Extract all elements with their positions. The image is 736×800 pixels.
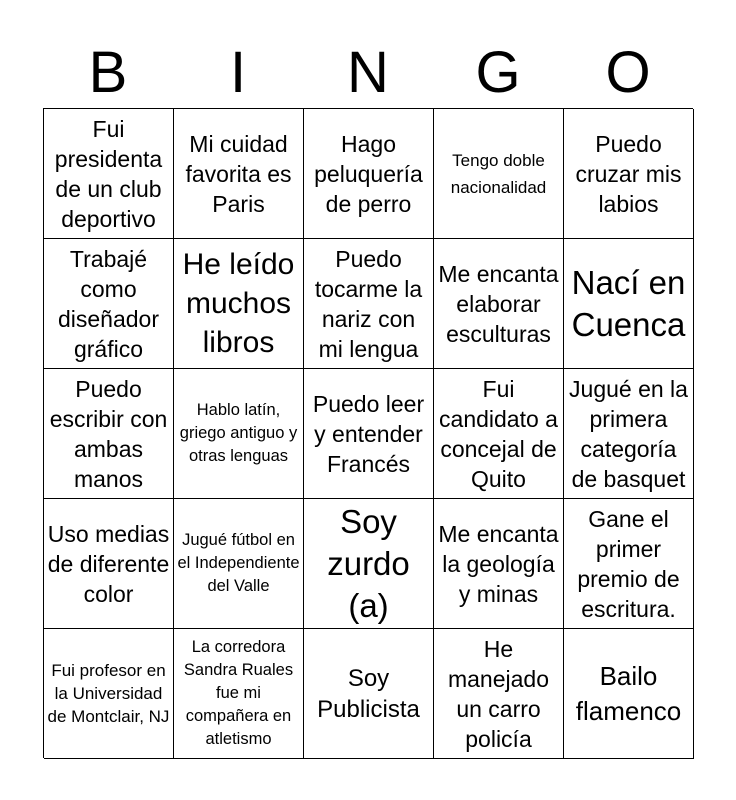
bingo-cell[interactable] [304, 109, 434, 239]
cell-text: Jugué fútbol en el Independiente del Valle [177, 531, 300, 595]
cell-text: Trabajé como diseñador gráfico [57, 245, 160, 362]
cell-text: Hago peluquería de perro [314, 130, 423, 217]
cell-text: Gane el primer premio de escritura. [577, 505, 680, 622]
cell-text: Uso medias de diferente color [47, 520, 170, 607]
bingo-cell[interactable] [434, 109, 564, 239]
bingo-cell[interactable] [44, 369, 174, 499]
cell-text: Bailo flamenco [575, 660, 682, 726]
bingo-header [43, 38, 693, 108]
bingo-cell[interactable] [44, 629, 174, 759]
cell-text: Puedo leer y entender Francés [312, 390, 425, 477]
bingo-cell[interactable] [44, 109, 174, 239]
cell-text: Me encanta la geología y minas [438, 520, 559, 607]
bingo-cell[interactable] [564, 109, 694, 239]
cell-text: Nací en Cuenca [571, 263, 686, 343]
cell-text: Puedo tocarme la nariz con mi lengua [314, 245, 423, 362]
cell-text: Puedo cruzar mis labios [575, 130, 682, 217]
cell-text: He leído muchos libros [182, 248, 295, 359]
cell-text: Tengo doble nacionalidad [450, 150, 547, 197]
cell-text: Soy Publicista [317, 664, 420, 723]
cell-text: Me encanta elaborar esculturas [438, 260, 559, 347]
bingo-cell[interactable] [434, 629, 564, 759]
bingo-cell[interactable] [174, 239, 304, 369]
bingo-cell[interactable] [434, 369, 564, 499]
cell-text: La corredora Sandra Ruales fue mi compañera en atletismo [183, 638, 294, 748]
bingo-cell[interactable] [564, 499, 694, 629]
cell-text: Fui presidenta de un club deportivo [54, 115, 163, 232]
bingo-cell[interactable] [174, 369, 304, 499]
bingo-cell[interactable] [304, 369, 434, 499]
cell-text: Mi cuidad favorita es Paris [185, 130, 292, 217]
header-letter-n: N [347, 40, 389, 105]
bingo-cell[interactable] [434, 239, 564, 369]
cell-text: Jugué en la primera categoría de basquet [569, 375, 688, 492]
bingo-cell[interactable] [434, 499, 564, 629]
bingo-cell[interactable] [304, 499, 434, 629]
bingo-cell[interactable] [44, 499, 174, 629]
bingo-cell[interactable] [174, 629, 304, 759]
header-letter-b: B [88, 40, 128, 105]
header-letter-i: I [229, 40, 247, 105]
bingo-cell[interactable] [564, 369, 694, 499]
bingo-cell[interactable] [174, 109, 304, 239]
header-letter-o: O [605, 40, 651, 105]
bingo-cell[interactable] [564, 629, 694, 759]
bingo-card-grid [43, 108, 693, 758]
cell-text: Puedo escribir con ambas manos [49, 375, 168, 492]
header-letter-g: G [475, 40, 521, 105]
bingo-cell[interactable] [304, 239, 434, 369]
cell-text: Hablo latín, griego antiguo y otras lenguas [179, 401, 298, 465]
cell-text: He manejado un carro policía [447, 635, 550, 752]
bingo-cell[interactable] [304, 629, 434, 759]
cell-text: Soy zurdo (a) [327, 502, 410, 624]
cell-text: Fui profesor en la Universidad de Montclair, NJ [47, 661, 170, 726]
bingo-cell[interactable] [174, 499, 304, 629]
cell-text: Fui candidato a concejal de Quito [439, 375, 558, 492]
bingo-cell[interactable] [44, 239, 174, 369]
bingo-cell[interactable] [564, 239, 694, 369]
